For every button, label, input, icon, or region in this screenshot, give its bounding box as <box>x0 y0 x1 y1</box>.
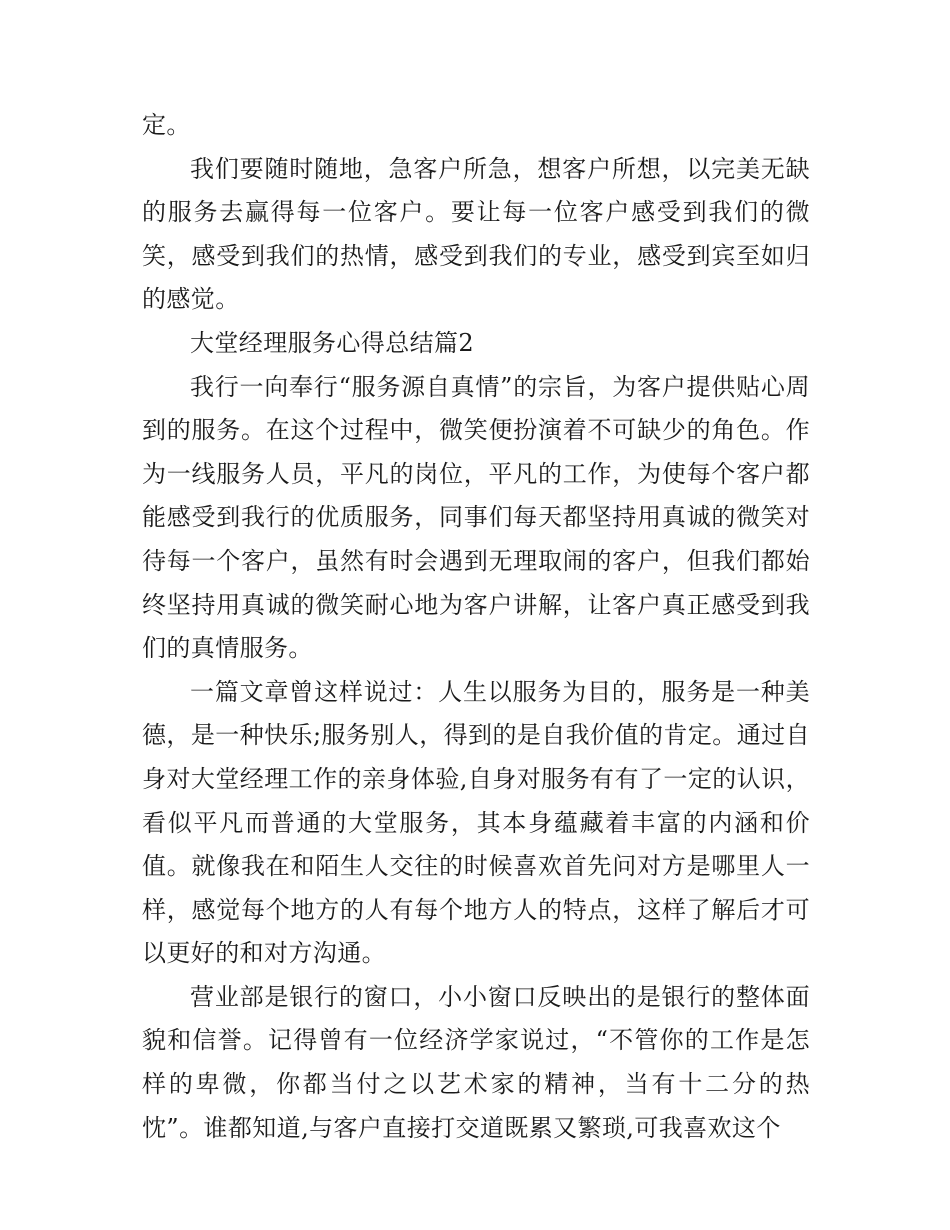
paragraph-service-value: 一篇文章曾这样说过：人生以服务为目的，服务是一种美德，是一种快乐;服务别人，得到的是自我价值的肯定。通过自身对大堂经理工作的亲身体验,自身对服务有有了一定的认识，看似平凡而普通的大堂服务，其本身蕴藏着丰富的内涵和价值。就像我在和陌生人交往的时候喜欢首先问对方是哪里人一样，感觉每个地方的人有每个地方人的特点，这样了解后才可以更好的和对方沟通。 <box>142 677 810 968</box>
document-page <box>142 104 810 1150</box>
paragraph-service-motto: 我行一向奉行“服务源自真情”的宗旨，为客户提供贴心周到的服务。在这个过程中，微笑便扮演着不可缺少的角色。作为一线服务人员，平凡的岗位，平凡的工作，为使每个客户都能感受到我行的优质服务，同事们每天都坚持用真诚的微笑对待每一个客户，虽然有时会遇到无理取闹的客户，但我们都始终坚持用真诚的微笑耐心地为客户讲解，让客户真正感受到我们的真情服务。 <box>142 372 810 663</box>
paragraph-continuation: 定。 <box>142 111 191 139</box>
paragraph-bank-window: 营业部是银行的窗口，小小窗口反映出的是银行的整体面貌和信誉。记得曾有一位经济学家说过，“不管你的工作是怎样的卑微，你都当付之以艺术家的精神，当有十二分的热忱”。谁都知道,与客户直接打交道既累又繁琐,可我喜欢这个 <box>142 982 810 1142</box>
paragraph-service-attitude: 我们要随时随地，急客户所急，想客户所想，以完美无缺的服务去赢得每一位客户。要让每一位客户感受到我们的微笑，感受到我们的热情，感受到我们的专业，感受到宾至如归的感觉。 <box>142 154 810 314</box>
section-heading: 大堂经理服务心得总结篇2 <box>190 328 475 357</box>
